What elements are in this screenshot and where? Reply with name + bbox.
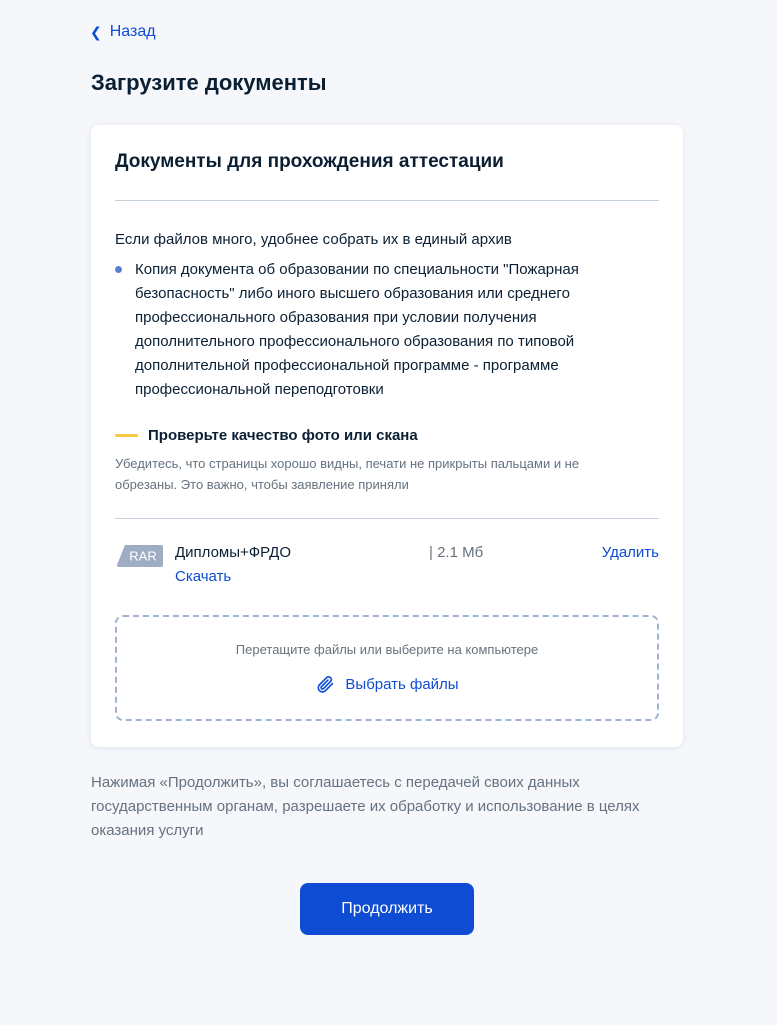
uploaded-file bbox=[115, 543, 659, 589]
chevron-left-icon: ❮ bbox=[90, 23, 102, 40]
warning-title: Проверьте качество фото или скана bbox=[148, 427, 418, 444]
choose-files-label: Выбрать файлы bbox=[345, 675, 459, 693]
dropzone-text: Перетащите файлы или выберите на компьютере bbox=[235, 642, 539, 657]
warning-bar-icon bbox=[115, 434, 138, 437]
back-link[interactable] bbox=[90, 23, 156, 41]
file-size: | 2.1 Мб bbox=[429, 544, 484, 561]
back-label: Назад bbox=[109, 23, 156, 40]
quality-warning bbox=[115, 427, 418, 444]
documents-card bbox=[91, 125, 683, 747]
requirement-text: Копия документа об образовании по специальности "Пожарная безопасность" либо иного высшего образования или среднего профессионального образования при условии получения дополнительного профессионального образования по типовой дополнительной профессиональной программе - программе профессиональной переподготовки bbox=[135, 261, 579, 398]
bullet-icon bbox=[115, 266, 122, 273]
card-title: Документы для прохождения аттестации bbox=[115, 151, 504, 172]
download-link[interactable]: Скачать bbox=[175, 568, 232, 585]
divider bbox=[115, 200, 659, 201]
file-dropzone[interactable] bbox=[115, 615, 659, 721]
file-name: Дипломы+ФРДО bbox=[175, 544, 292, 561]
choose-files-button[interactable] bbox=[117, 674, 657, 694]
continue-button[interactable]: Продолжить bbox=[300, 883, 474, 935]
delete-link[interactable]: Удалить bbox=[601, 544, 659, 561]
divider bbox=[115, 518, 659, 519]
archive-hint: Если файлов много, удобнее собрать их в единый архив bbox=[115, 231, 512, 248]
warning-text: Убедитесь, что страницы хорошо видны, печати не прикрыты пальцами и не обрезаны. Это важно, чтобы заявление приняли bbox=[115, 456, 580, 492]
archive-file-icon bbox=[117, 545, 163, 567]
page-title: Загрузите документы bbox=[91, 70, 327, 95]
requirements-list bbox=[115, 258, 615, 402]
file-type-label: RAR bbox=[129, 548, 157, 564]
consent-text: Нажимая «Продолжить», вы соглашаетесь с передачей своих данных государственным органам, разрешаете их обработку и использование в целях оказания услуги bbox=[91, 774, 640, 839]
paperclip-icon bbox=[315, 674, 335, 694]
requirement-item bbox=[115, 258, 615, 402]
